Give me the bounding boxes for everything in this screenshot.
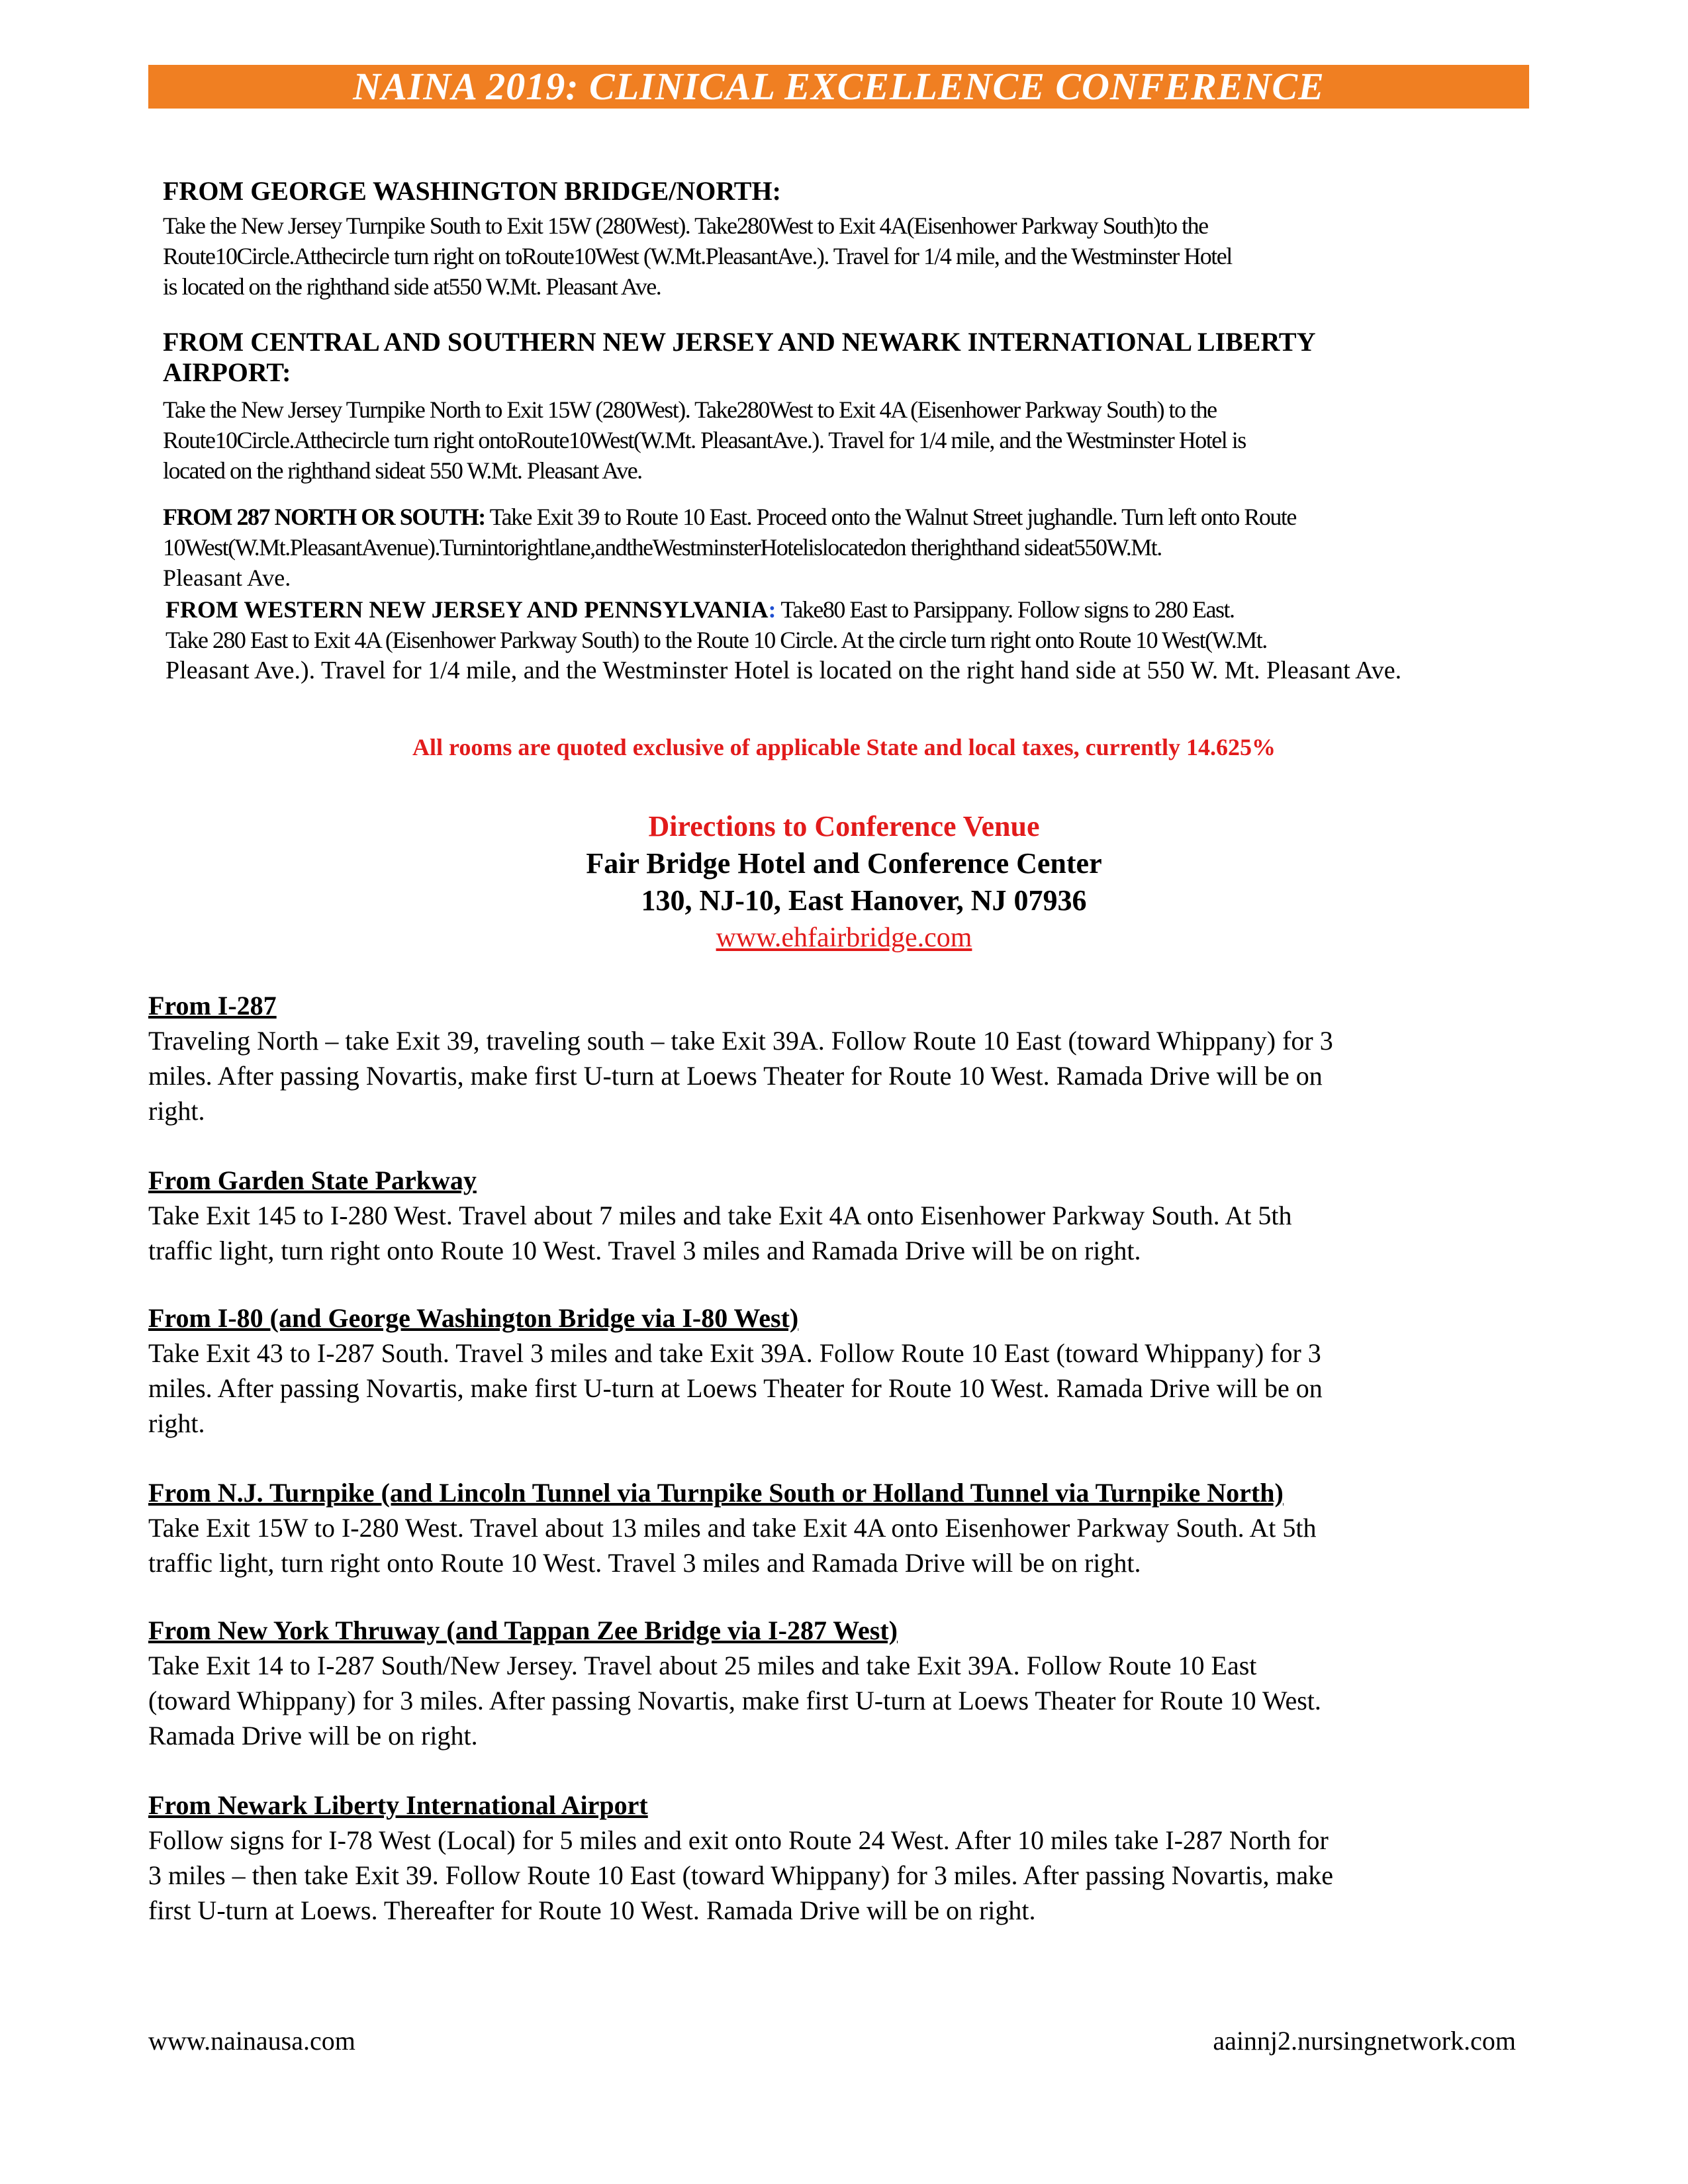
section-heading: FROM GEORGE WASHINGTON BRIDGE/NORTH: — [163, 176, 781, 206]
venue-name: Fair Bridge Hotel and Conference Center — [586, 847, 1102, 880]
venue-website-link[interactable]: www.ehfairbridge.com — [716, 923, 972, 953]
route-line: Follow signs for I-78 West (Local) for 5 miles and exit onto Route 24 West. After 10 miles take I-287 North for — [148, 1825, 1329, 1855]
route-line: Take Exit 15W to I-280 West. Travel about 13 miles and take Exit 4A onto Eisenhower Parkway South. At 5th — [148, 1513, 1317, 1543]
route-line: right. — [148, 1408, 205, 1438]
heading-colon: : — [768, 596, 776, 623]
section-line: 10West(W.Mt.PleasantAvenue).Turnintorightlane,andtheWestminsterHotelislocatedon therighthand sideat550W.Mt. — [163, 534, 1162, 561]
route-line: traffic light, turn right onto Route 10 West. Travel 3 miles and Ramada Drive will be on right. — [148, 1236, 1141, 1265]
section-line: Take80 East to Parsippany. Follow signs to 280 East. — [776, 596, 1235, 623]
route-i80 — [148, 1301, 1538, 1441]
venue-directions-title: Directions to Conference Venue — [648, 810, 1040, 842]
route-garden-state-parkway — [148, 1163, 1538, 1268]
route-heading: From I-287 — [148, 991, 277, 1021]
section-line: Take 280 East to Exit 4A (Eisenhower Parkway South) to the Route 10 Circle. At the circle turn right onto Route 10 West(W.Mt. — [165, 627, 1267, 653]
route-nj-turnpike — [148, 1476, 1538, 1580]
section-heading: AIRPORT: — [163, 357, 291, 387]
section-heading: FROM CENTRAL AND SOUTHERN NEW JERSEY AND NEWARK INTERNATIONAL LIBERTY — [163, 327, 1316, 357]
route-line: traffic light, turn right onto Route 10 West. Travel 3 miles and Ramada Drive will be on right. — [148, 1548, 1141, 1578]
route-line: Take Exit 145 to I-280 West. Travel about 7 miles and take Exit 4A onto Eisenhower Parkway South. At 5th — [148, 1201, 1292, 1230]
route-line: Take Exit 14 to I-287 South/New Jersey. Travel about 25 miles and take Exit 39A. Follow Route 10 East — [148, 1651, 1257, 1680]
section-line: Take the New Jersey Turnpike North to Exit 15W (280West). Take280West to Exit 4A (Eisenhower Parkway South) to the — [163, 396, 1217, 423]
section-line: Take the New Jersey Turnpike South to Exit 15W (280West). Take280West to Exit 4A(Eisenhower Parkway South)to the — [163, 212, 1208, 239]
route-i287 — [148, 989, 1538, 1128]
section-heading: FROM WESTERN NEW JERSEY AND PENNSYLVANIA — [165, 596, 769, 623]
route-heading: From Newark Liberty International Airport — [148, 1790, 648, 1820]
route-line: Ramada Drive will be on right. — [148, 1721, 478, 1751]
venue-address: 130, NJ-10, East Hanover, NJ 07936 — [641, 884, 1087, 917]
route-line: first U-turn at Loews. Thereafter for Route 10 West. Ramada Drive will be on right. — [148, 1895, 1036, 1925]
route-line: (toward Whippany) for 3 miles. After passing Novartis, make first U-turn at Loews Theater for Route 10 West. — [148, 1686, 1321, 1715]
section-central-southern-nj — [163, 327, 1526, 486]
route-heading: From Garden State Parkway — [148, 1165, 477, 1195]
route-line: miles. After passing Novartis, make first U-turn at Loews Theater for Route 10 West. Ramada Drive will be on — [148, 1373, 1323, 1403]
section-line: is located on the righthand side at550 W.Mt. Pleasant Ave. — [163, 273, 661, 300]
route-heading: From New York Thruway (and Tappan Zee Bridge via I-287 West) — [148, 1615, 898, 1645]
footer-website-left[interactable]: www.nainausa.com — [148, 2026, 355, 2056]
conference-banner — [148, 65, 1529, 109]
route-ny-thruway — [148, 1614, 1538, 1753]
route-line: Traveling North – take Exit 39, traveling south – take Exit 39A. Follow Route 10 East (toward Whippany) for 3 — [148, 1026, 1333, 1056]
route-line: 3 miles – then take Exit 39. Follow Route 10 East (toward Whippany) for 3 miles. After passing Novartis, make — [148, 1860, 1334, 1890]
route-heading: From N.J. Turnpike (and Lincoln Tunnel via Turnpike South or Holland Tunnel via Turnpike North) — [148, 1478, 1284, 1508]
route-newark-airport — [148, 1788, 1538, 1928]
route-heading: From I-80 (and George Washington Bridge via I-80 West) — [148, 1303, 799, 1333]
route-line: miles. After passing Novartis, make first U-turn at Loews Theater for Route 10 West. Ramada Drive will be on — [148, 1061, 1323, 1091]
section-line: Pleasant Ave.). Travel for 1/4 mile, and the Westminster Hotel is located on the right hand side at 550 W. Mt. Pleasant Ave. — [165, 657, 1402, 684]
section-line: located on the righthand sideat 550 W.Mt. Pleasant Ave. — [163, 457, 642, 484]
footer-website-right[interactable]: aainnj2.nursingnetwork.com — [1213, 2026, 1516, 2056]
section-line: Route10Circle.Atthecircle turn right on toRoute10West (W.Mt.PleasantAve.). Travel for 1/4 mile, and the Westminster Hotel — [163, 243, 1232, 269]
section-gwb-north — [163, 176, 1526, 302]
section-287-north-south — [163, 502, 1526, 593]
conference-title: NAINA 2019: CLINICAL EXCELLENCE CONFERENCE — [353, 65, 1325, 108]
section-heading: FROM 287 NORTH OR SOUTH: — [163, 504, 485, 530]
route-line: right. — [148, 1096, 205, 1126]
tax-note: All rooms are quoted exclusive of applicable State and local taxes, currently 14.625% — [412, 734, 1276, 760]
section-line: Take Exit 39 to Route 10 East. Proceed onto the Walnut Street jughandle. Turn left onto Route — [485, 504, 1296, 530]
route-line: Take Exit 43 to I-287 South. Travel 3 miles and take Exit 39A. Follow Route 10 East (toward Whippany) for 3 — [148, 1338, 1321, 1368]
section-line: Pleasant Ave. — [163, 565, 291, 591]
section-line: Route10Circle.Atthecircle turn right ontoRoute10West(W.Mt. PleasantAve.). Travel for 1/4 mile, and the Westminster Hotel is — [163, 427, 1246, 453]
section-western-nj-pa — [165, 594, 1681, 686]
